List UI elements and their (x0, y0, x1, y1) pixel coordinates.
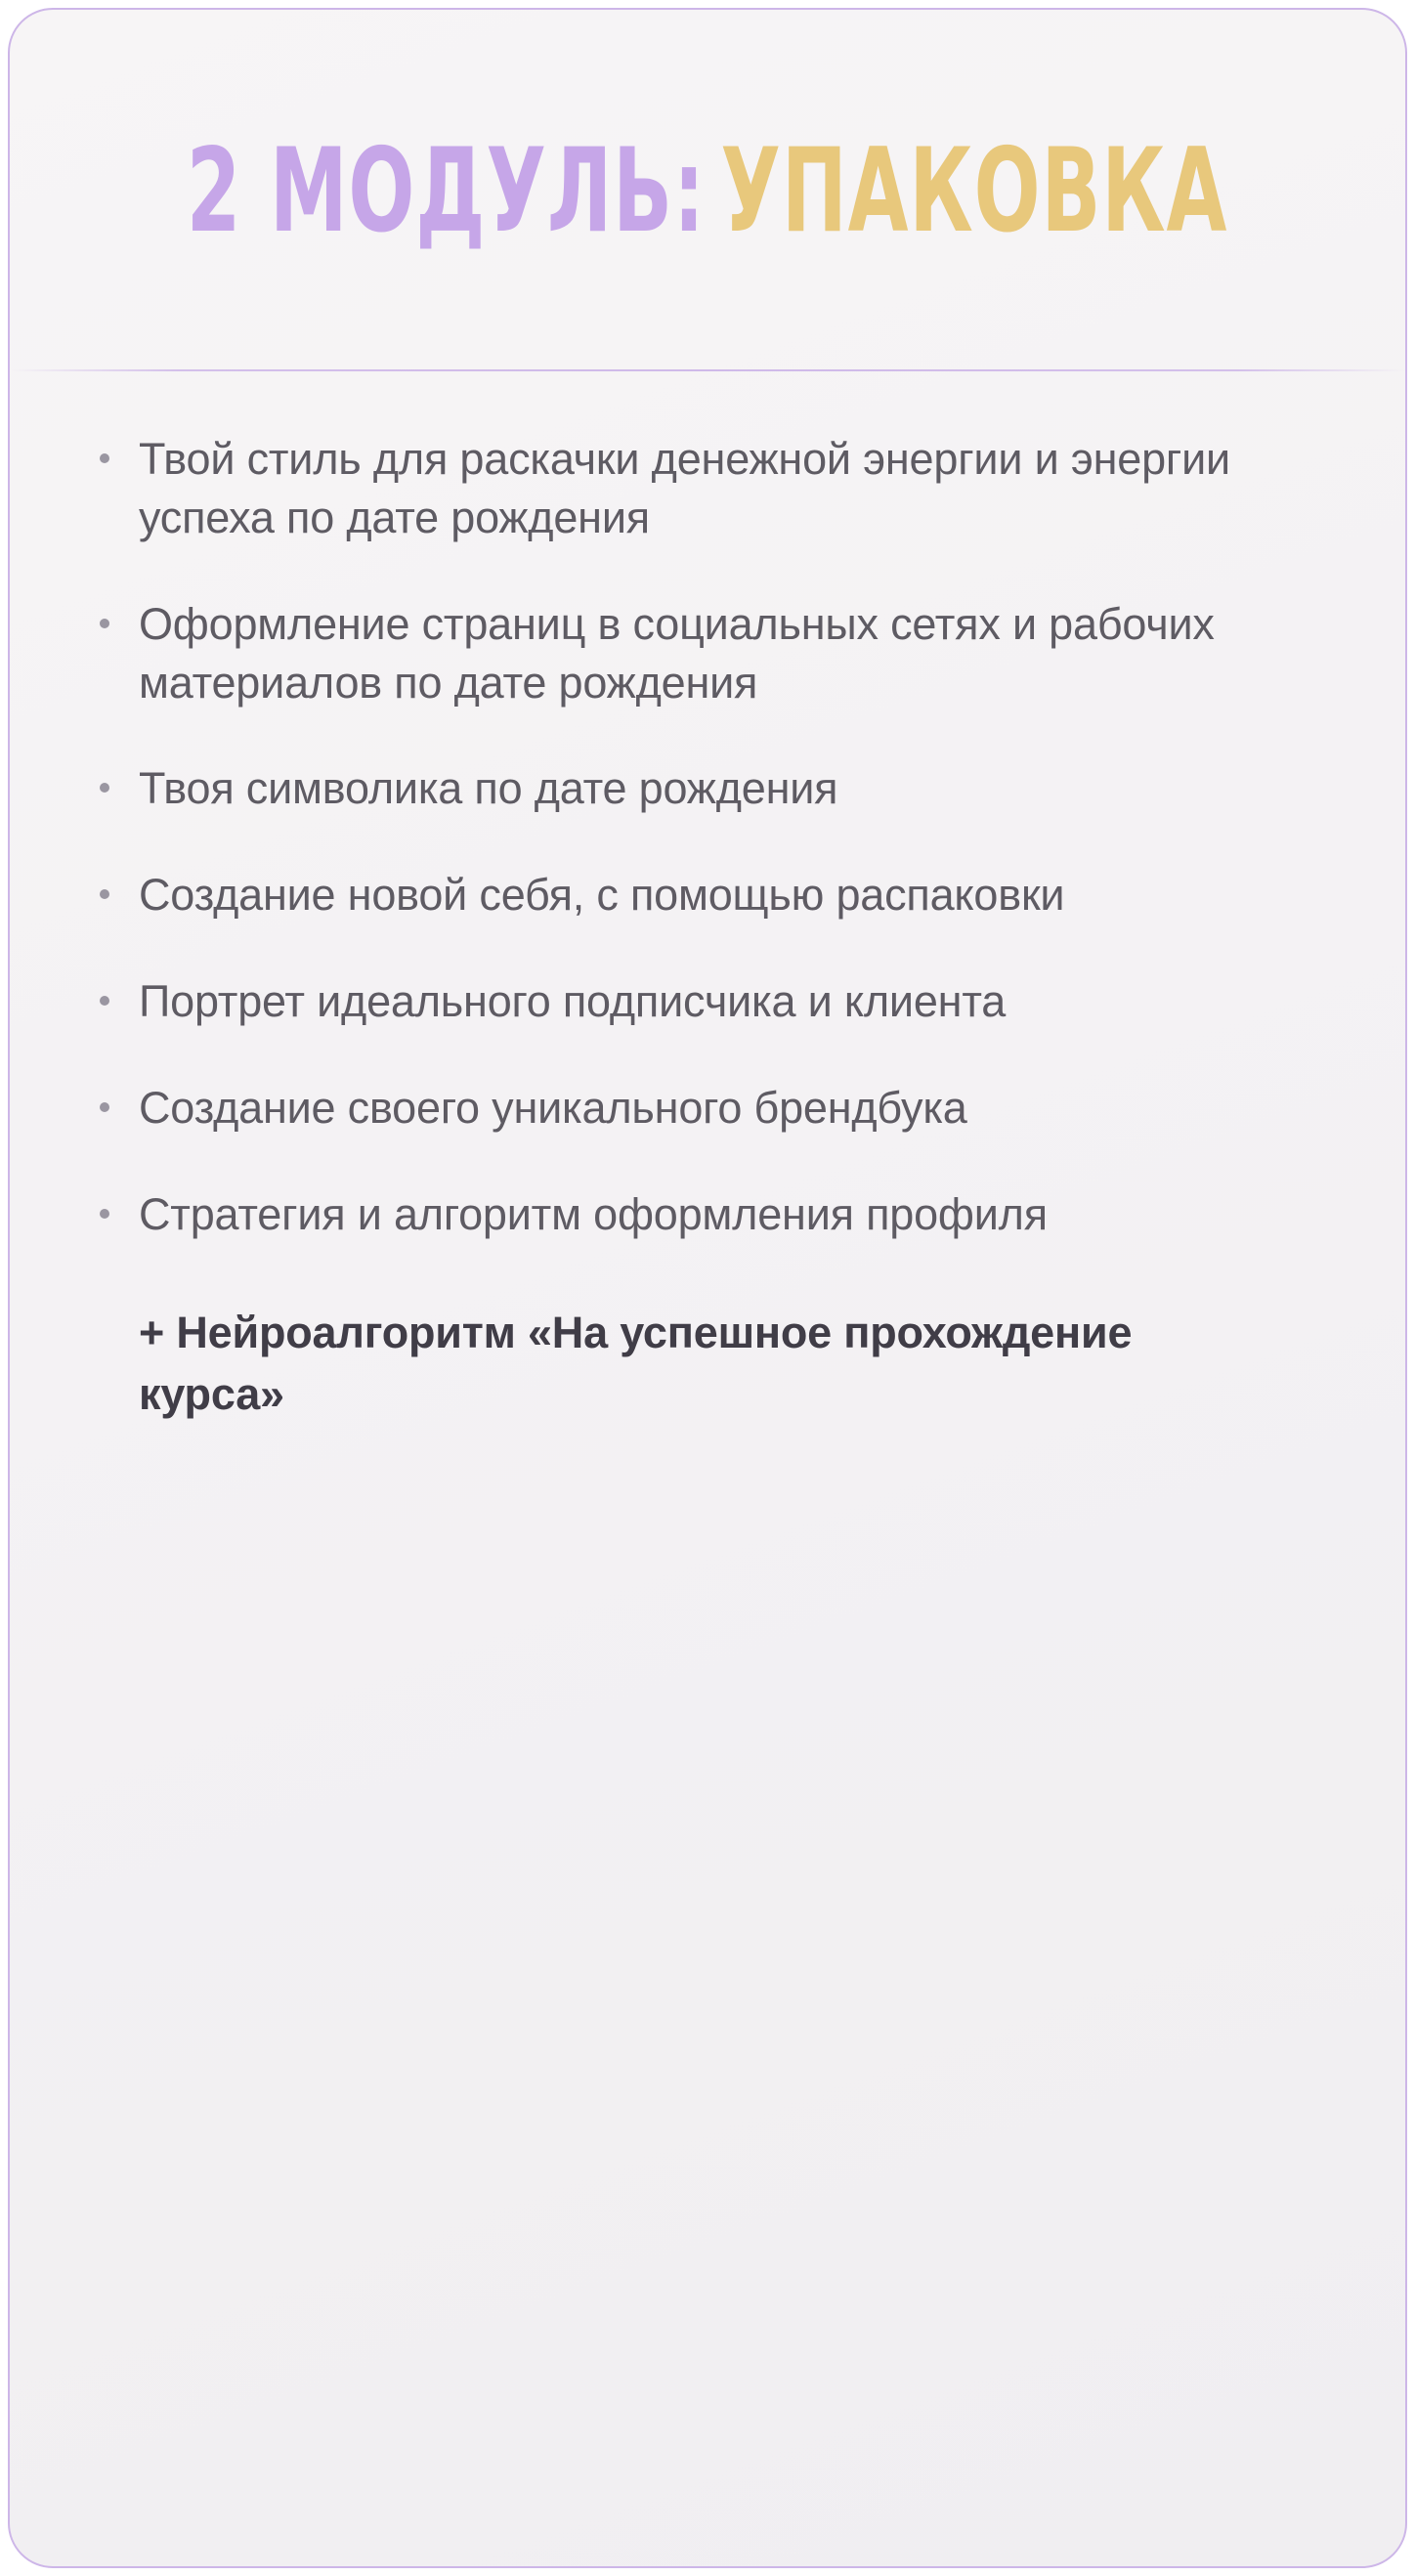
bullet-dot-icon (100, 1209, 109, 1219)
list-item (78, 430, 1311, 547)
module-topic-label: УПАКОВКА (720, 122, 1228, 258)
list-item (78, 1079, 1311, 1138)
title-colon: : (673, 122, 707, 258)
list-item (78, 866, 1311, 924)
header-divider (10, 369, 1405, 371)
list-item (78, 1185, 1311, 1244)
list-item (78, 595, 1311, 712)
list-item-label: Твоя символика по дате рождения (139, 763, 838, 814)
list-item-label: Твой стиль для раскачки денежной энергии и энергии успеха по дате рождения (139, 434, 1230, 542)
module-card (8, 8, 1407, 2568)
list-item (78, 759, 1311, 818)
feature-list (78, 430, 1337, 1244)
card-content (10, 371, 1405, 2566)
list-item-label: Стратегия и алгоритм оформления профиля (139, 1188, 1048, 1239)
list-item (78, 972, 1311, 1031)
list-item-label: Оформление страниц в социальных сетях и рабочих материалов по дате рождения (139, 598, 1215, 708)
bullet-dot-icon (100, 619, 109, 628)
list-item-label: Создание новой себя, с помощью распаковки (139, 870, 1065, 921)
list-item-label: Портрет идеального подписчика и клиента (139, 976, 1007, 1027)
card-header (10, 10, 1405, 371)
bonus-note: + Нейроалгоритм «На успешное прохождение курса» (139, 1307, 1133, 1420)
bullet-dot-icon (100, 783, 109, 793)
bullet-dot-icon (100, 996, 109, 1006)
page-title (187, 122, 1228, 258)
list-item-label: Создание своего уникального брендбука (139, 1082, 967, 1133)
bullet-dot-icon (100, 453, 109, 463)
bullet-dot-icon (100, 889, 109, 899)
module-number-label: 2 МОДУЛЬ (187, 122, 674, 258)
bullet-dot-icon (100, 1102, 109, 1112)
